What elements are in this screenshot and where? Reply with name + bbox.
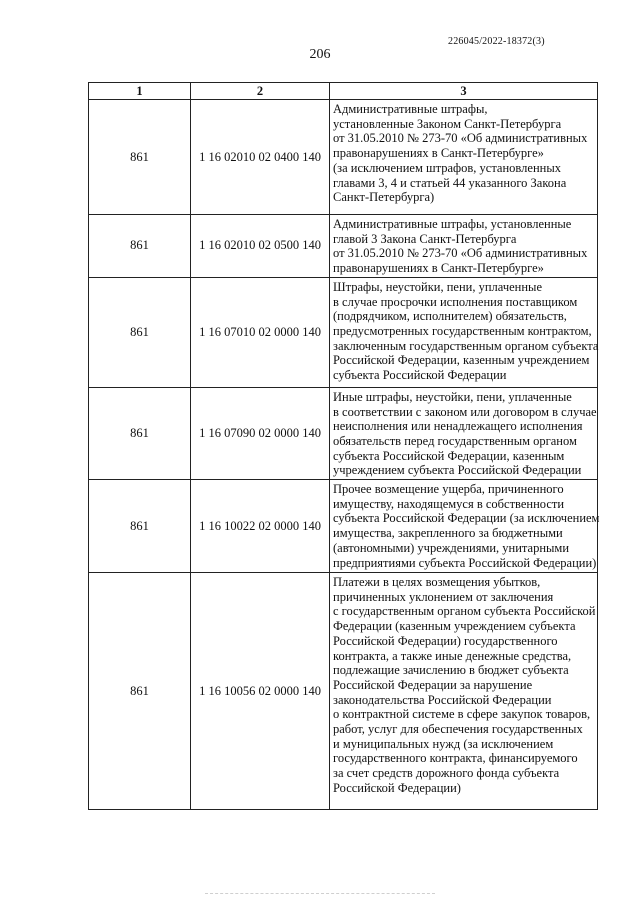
- description-line: за счет средств дорожного фонда субъекта: [333, 766, 560, 781]
- table-row: [89, 480, 598, 573]
- description-cell: [330, 387, 598, 479]
- description-cell: [330, 277, 598, 387]
- description-line: Федерации (казенным учреждением субъекта: [333, 619, 576, 634]
- description-line: с государственным органом субъекта Российской: [333, 604, 596, 619]
- description-line: субъекта Российской Федерации: [333, 368, 507, 383]
- admin-code-cell: 861: [89, 215, 191, 278]
- description-line: главой 3 Закона Санкт-Петербурга: [333, 231, 517, 246]
- description-line: (автономными) учреждениями, унитарными: [333, 540, 570, 555]
- description-line: имуществу, находящемуся в собственности: [333, 496, 565, 511]
- budget-code-cell: 1 16 07010 02 0000 140: [191, 277, 330, 387]
- admin-code-cell: 861: [89, 387, 191, 479]
- description-line: Российской Федерации за нарушение: [333, 677, 533, 692]
- description-line: (подрядчиком, исполнителем) обязательств,: [333, 309, 567, 324]
- description-line: установленные Законом Санкт-Петербурга: [333, 116, 562, 131]
- description-line: предусмотренных государственным контрактом,: [333, 323, 592, 338]
- description-line: субъекта Российской Федерации, казенным: [333, 448, 565, 463]
- scan-artifact: [205, 893, 435, 899]
- description-line: правонарушениях в Санкт-Петербурге»: [333, 146, 544, 161]
- description-line: обязательств перед государственным органом: [333, 433, 577, 448]
- table-row: [89, 215, 598, 278]
- description-line: в соответствии с законом или договором в случае: [333, 404, 597, 419]
- description-line: Платежи в целях возмещения убытков,: [333, 575, 541, 590]
- budget-codes-table: [88, 82, 598, 810]
- description-line: о контрактной системе в сфере закупок товаров,: [333, 707, 591, 722]
- column-header-2: 2: [191, 83, 330, 100]
- admin-code-cell: 861: [89, 480, 191, 573]
- description-line: Иные штрафы, неустойки, пени, уплаченные: [333, 389, 572, 404]
- description-line: законодательства Российской Федерации: [333, 692, 552, 707]
- description-line: контракта, а также иные денежные средства,: [333, 648, 572, 663]
- table-row: [89, 277, 598, 387]
- description-line: Российской Федерации): [333, 780, 461, 795]
- description-line: работ, услуг для обеспечения государственных: [333, 722, 583, 737]
- description-line: подлежащие зачислению в бюджет субъекта: [333, 663, 569, 678]
- description-line: Санкт-Петербурга): [333, 190, 435, 205]
- description-line: правонарушениях в Санкт-Петербурге»: [333, 261, 544, 276]
- admin-code-cell: 861: [89, 277, 191, 387]
- column-header-1: 1: [89, 83, 191, 100]
- description-line: Российской Федерации, казенным учреждением: [333, 353, 590, 368]
- table-row: [89, 100, 598, 215]
- description-cell: [330, 215, 598, 278]
- table-header-row: [89, 83, 598, 100]
- description-line: Российской Федерации) государственного: [333, 633, 558, 648]
- budget-code-cell: 1 16 02010 02 0400 140: [191, 100, 330, 215]
- description-line: учреждением субъекта Российской Федерации: [333, 463, 582, 478]
- description-cell: [330, 480, 598, 573]
- document-number: 226045/2022-18372(3): [448, 36, 545, 47]
- table-row: [89, 573, 598, 810]
- description-line: субъекта Российской Федерации (за исключением: [333, 511, 600, 526]
- table-row: [89, 387, 598, 479]
- description-line: от 31.05.2010 № 273-70 «Об административных: [333, 131, 588, 146]
- description-line: Прочее возмещение ущерба, причиненного: [333, 482, 564, 497]
- description-line: (за исключением штрафов, установленных: [333, 160, 561, 175]
- description-line: от 31.05.2010 № 273-70 «Об административных: [333, 246, 588, 261]
- column-header-3: 3: [330, 83, 598, 100]
- page-number: 206: [309, 47, 331, 62]
- budget-code-cell: 1 16 10022 02 0000 140: [191, 480, 330, 573]
- description-line: имущества, закрепленного за бюджетными: [333, 526, 563, 541]
- description-line: главами 3, 4 и статьей 44 указанного Закона: [333, 175, 567, 190]
- description-cell: [330, 573, 598, 810]
- description-line: предприятиями субъекта Российской Федерации): [333, 555, 597, 570]
- budget-code-cell: 1 16 10056 02 0000 140: [191, 573, 330, 810]
- description-line: причиненных уклонением от заключения: [333, 589, 554, 604]
- description-line: неисполнения или ненадлежащего исполнения: [333, 419, 583, 434]
- admin-code-cell: 861: [89, 100, 191, 215]
- description-line: Штрафы, неустойки, пени, уплаченные: [333, 279, 542, 294]
- budget-code-cell: 1 16 02010 02 0500 140: [191, 215, 330, 278]
- admin-code-cell: 861: [89, 573, 191, 810]
- description-line: в случае просрочки исполнения поставщиком: [333, 294, 578, 309]
- description-line: Административные штрафы,: [333, 102, 488, 116]
- description-cell: [330, 100, 598, 215]
- description-line: государственного контракта, финансируемого: [333, 751, 578, 766]
- description-line: заключенным государственным органом субъекта: [333, 338, 599, 353]
- description-line: Административные штрафы, установленные: [333, 217, 572, 231]
- budget-code-cell: 1 16 07090 02 0000 140: [191, 387, 330, 479]
- description-line: и муниципальных нужд (за исключением: [333, 736, 554, 751]
